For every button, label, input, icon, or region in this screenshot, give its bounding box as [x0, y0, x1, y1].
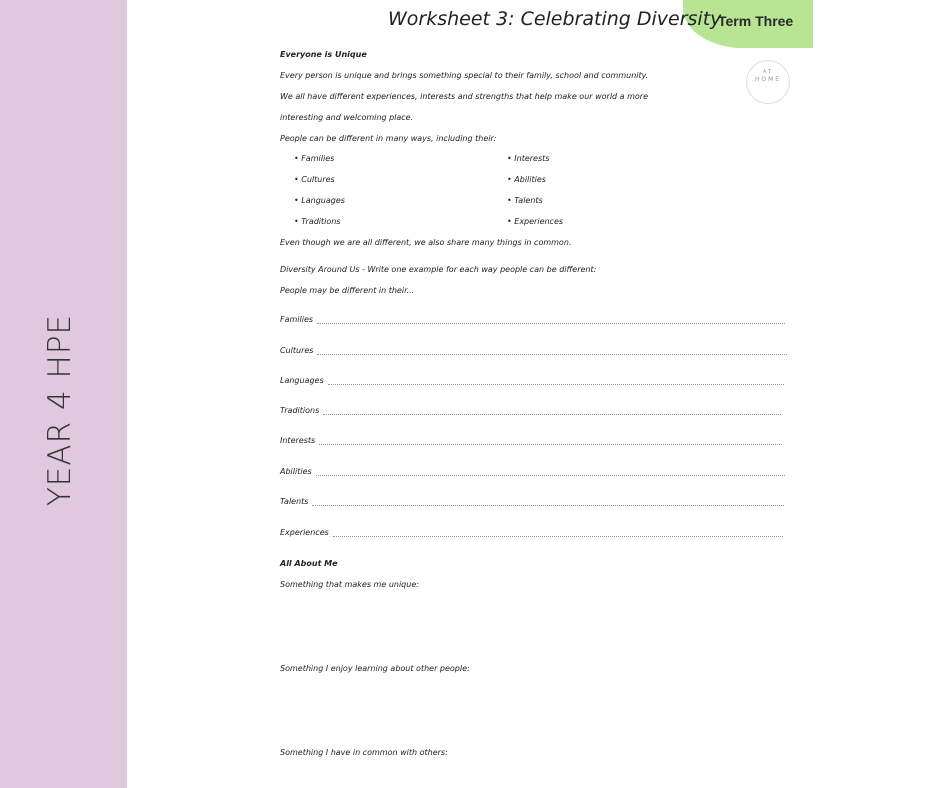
field-families[interactable] — [280, 314, 785, 324]
field-label: Cultures — [280, 346, 314, 355]
answer-line[interactable] — [319, 443, 782, 445]
answer-line[interactable] — [323, 413, 781, 415]
field-label: Traditions — [280, 406, 320, 415]
field-abilities[interactable] — [280, 466, 785, 476]
field-cultures[interactable] — [280, 345, 787, 355]
bullet-languages: • Languages — [294, 196, 345, 205]
answer-line[interactable] — [328, 383, 784, 385]
field-languages[interactable] — [280, 375, 784, 385]
intro-line-2: We all have different experiences, interests and strengths that help make our world a more — [280, 92, 649, 101]
intro-closing: Even though we are all different, we also share many things in common. — [280, 238, 572, 247]
logo-line-2: HOME — [754, 76, 782, 83]
answer-line[interactable] — [316, 474, 785, 476]
field-label: Interests — [280, 436, 316, 445]
activity-lead: People may be different in their... — [280, 286, 415, 295]
field-label: Talents — [280, 497, 309, 506]
answer-line[interactable] — [317, 353, 787, 355]
bullet-cultures: • Cultures — [294, 175, 335, 184]
intro-lead: People can be different in many ways, including their: — [280, 134, 497, 143]
intro-line-1: Every person is unique and brings something special to their family, school and community. — [280, 71, 649, 80]
field-experiences[interactable] — [280, 527, 783, 537]
field-label: Families — [280, 315, 314, 324]
field-interests[interactable] — [280, 435, 782, 445]
bullet-experiences: • Experiences — [507, 217, 564, 226]
bullet-talents: • Talents — [507, 196, 543, 205]
field-talents[interactable] — [280, 496, 784, 506]
bullet-abilities: • Abilities — [507, 175, 546, 184]
field-label: Languages — [280, 376, 324, 385]
intro-line-3: interesting and welcoming place. — [280, 113, 414, 122]
activity-instruction: Diversity Around Us - Write one example for each way people can be different: — [280, 265, 597, 274]
answer-line[interactable] — [312, 504, 784, 506]
intro-heading: Everyone is Unique — [280, 50, 367, 59]
year-subject-label: YEAR 4 HPE — [42, 313, 78, 507]
at-home-logo — [746, 60, 790, 104]
bullet-interests: • Interests — [507, 154, 550, 163]
logo-line-1: AT — [762, 69, 774, 75]
bullet-families: • Families — [294, 154, 335, 163]
prompt-learning: Something I enjoy learning about other people: — [280, 664, 470, 673]
about-me-heading: All About Me — [280, 559, 338, 568]
field-label: Abilities — [280, 467, 312, 476]
field-traditions[interactable] — [280, 405, 781, 415]
answer-line[interactable] — [333, 535, 783, 537]
bullet-traditions: • Traditions — [294, 217, 341, 226]
sidebar — [0, 0, 127, 788]
prompt-common: Something I have in common with others: — [280, 748, 448, 757]
field-label: Experiences — [280, 528, 329, 537]
term-label: Term Three — [718, 13, 794, 29]
worksheet-title: Worksheet 3: Celebrating Diversity — [388, 8, 722, 30]
prompt-unique: Something that makes me unique: — [280, 580, 419, 589]
answer-line[interactable] — [317, 322, 785, 324]
